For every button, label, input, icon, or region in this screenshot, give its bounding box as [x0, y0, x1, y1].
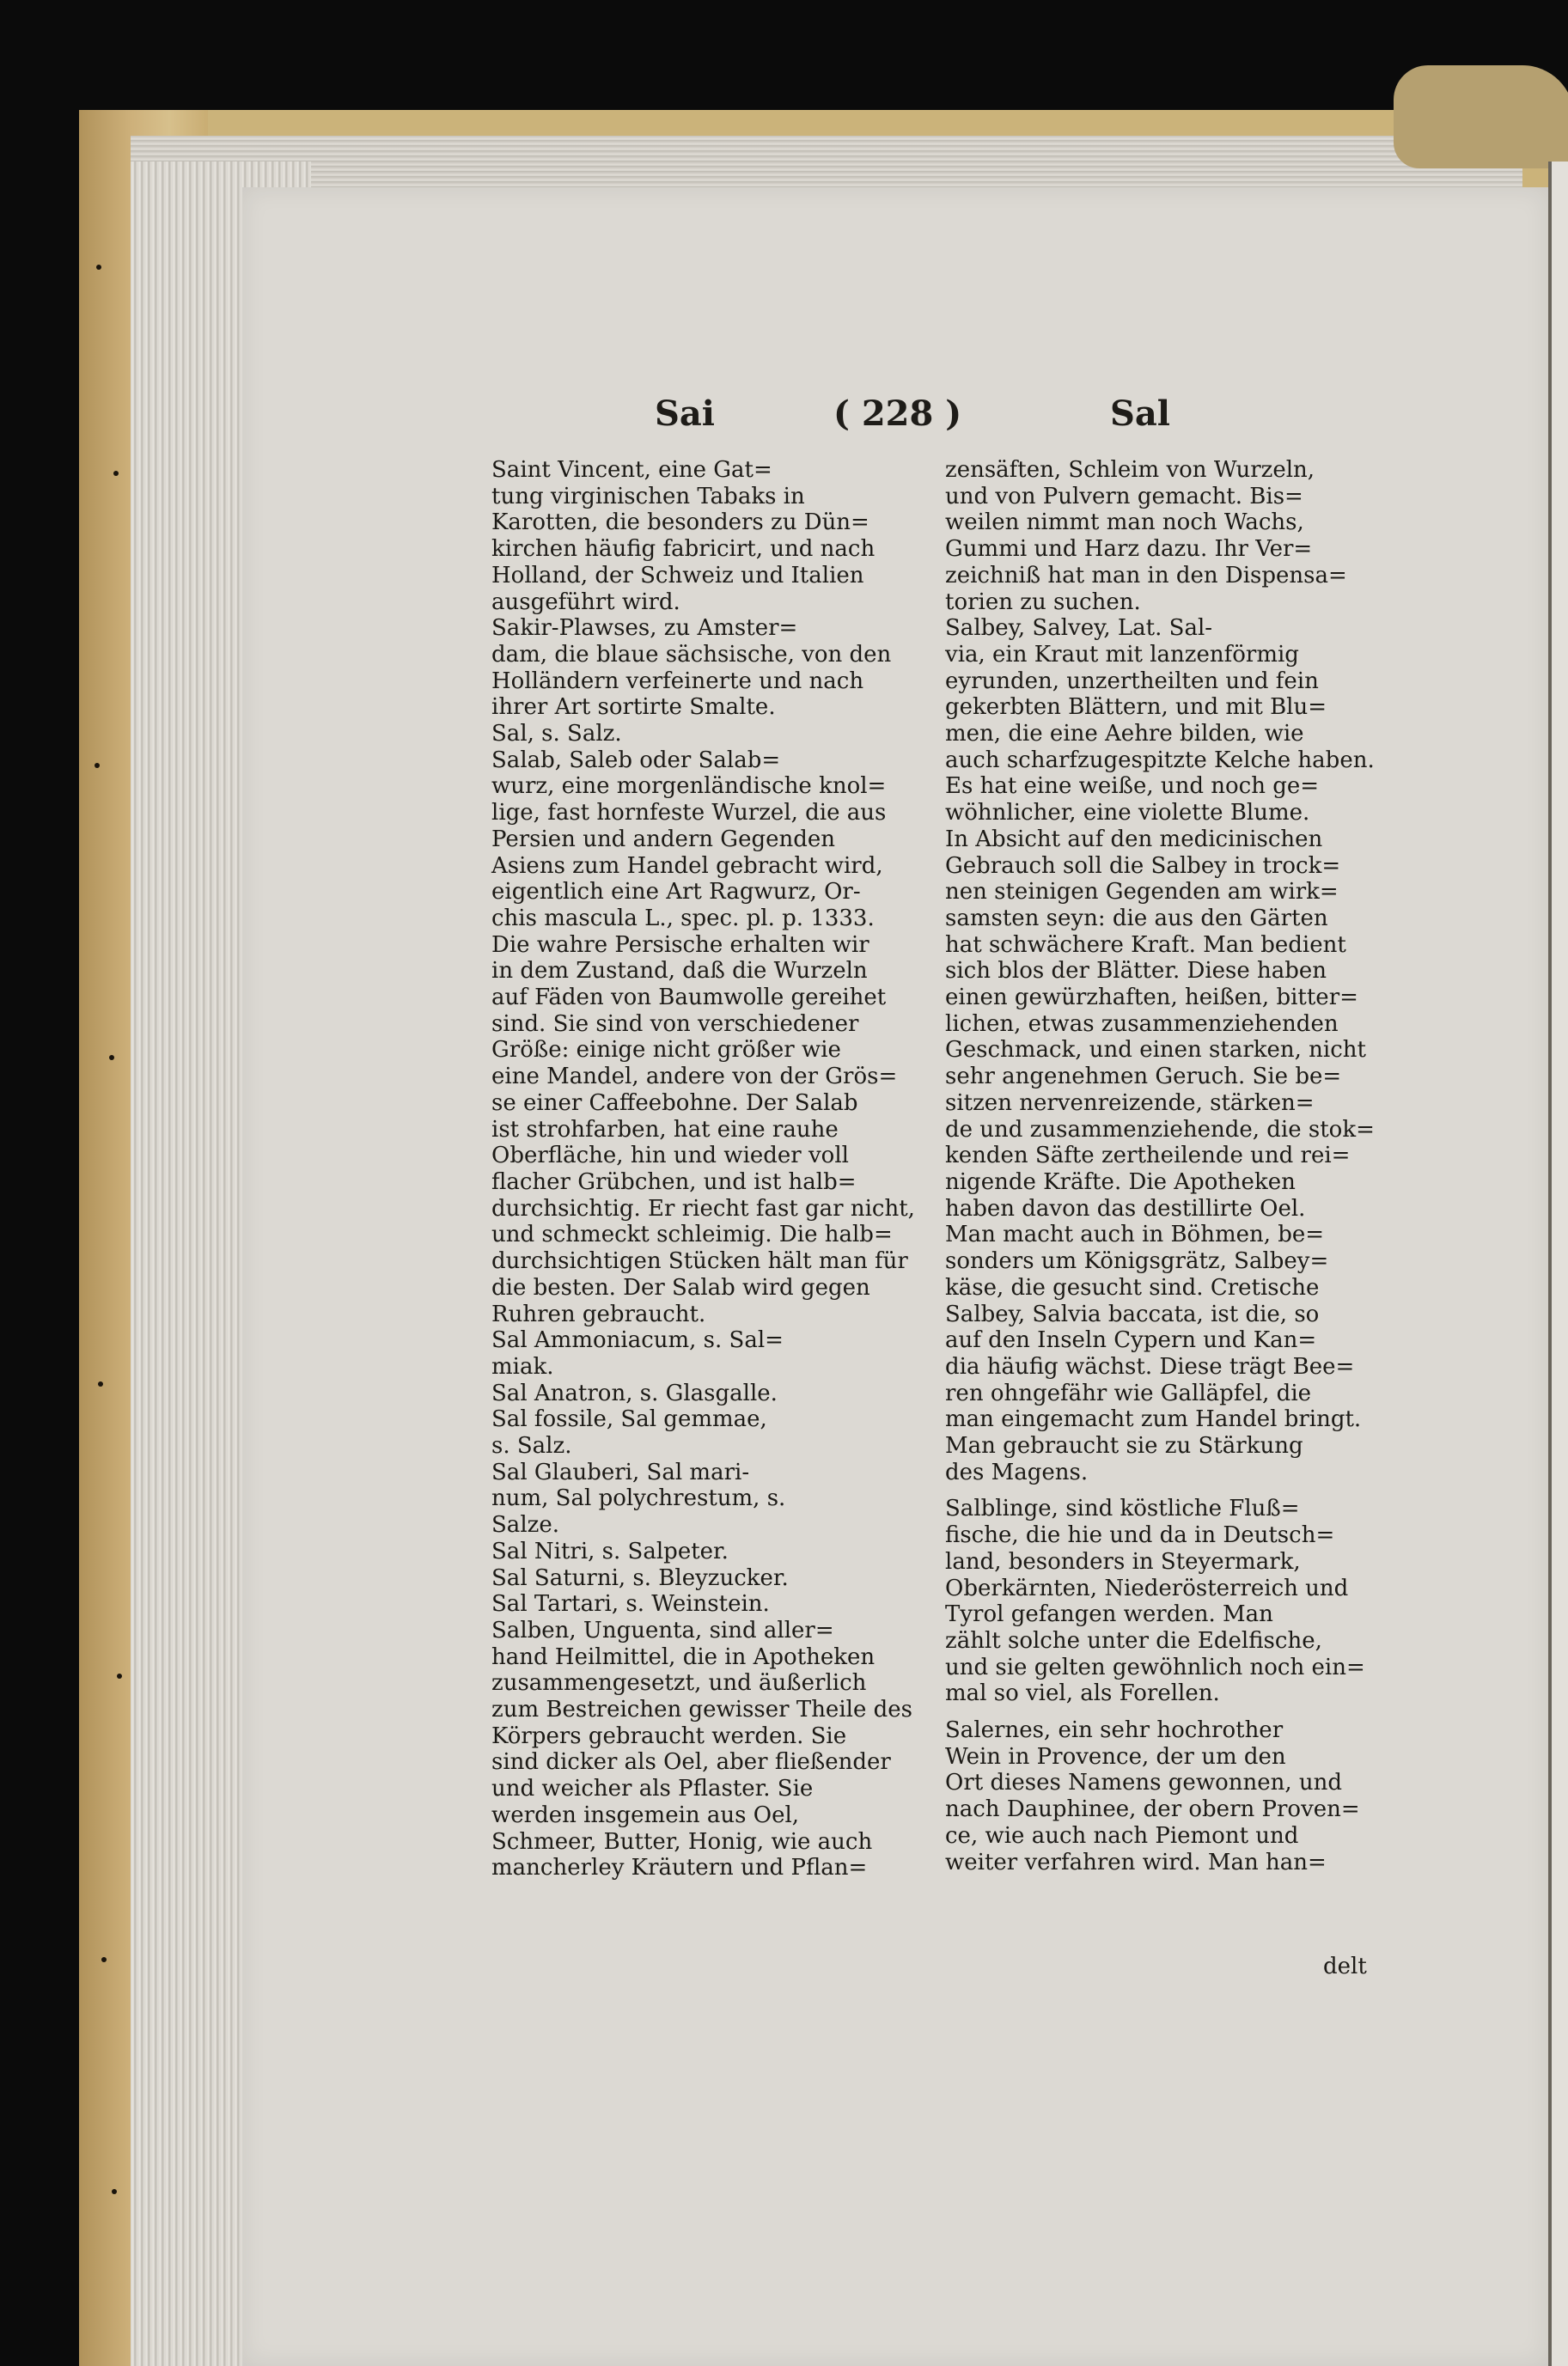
text-line: dia häufig wächst. Diese trägt Bee= — [945, 1353, 1355, 1380]
page-edges-top — [131, 136, 1522, 187]
text-line: auch scharfzugespitzte Kelche haben. — [945, 747, 1375, 773]
text-line: Salblinge, sind köstliche Fluß= — [945, 1496, 1300, 1522]
running-head-left: Sai — [655, 393, 715, 434]
text-line: sehr angenehmen Geruch. Sie be= — [945, 1064, 1342, 1090]
text-line: eyrunden, unzertheilten und fein — [945, 668, 1319, 694]
text-line: auf den Inseln Cypern und Kan= — [945, 1327, 1317, 1354]
text-line: s. Salz. — [491, 1433, 572, 1460]
text-line: via, ein Kraut mit lanzenförmig — [945, 641, 1299, 668]
facing-page-edge — [1548, 162, 1568, 2366]
text-line: miak. — [491, 1353, 554, 1380]
text-line: land, besonders in Steyermark, — [945, 1548, 1301, 1575]
text-line: de und zusammenziehende, die stok= — [945, 1116, 1375, 1143]
text-line: lichen, etwas zusammenziehenden — [945, 1010, 1339, 1037]
text-line: zensäften, Schleim von Wurzeln, — [945, 457, 1315, 483]
text-line: se einer Caffeebohne. Der Salab — [491, 1089, 858, 1116]
text-line: zählt solche unter die Edelfische, — [945, 1627, 1322, 1654]
text-line: mal so viel, als Forellen. — [945, 1680, 1220, 1707]
text-line: zusammengesetzt, und äußerlich — [491, 1670, 867, 1697]
text-line: ren ohngefähr wie Galläpfel, die — [945, 1380, 1312, 1406]
text-line: kirchen häufig fabricirt, und nach — [491, 536, 876, 563]
text-line: Sal Anatron, s. Glasgalle. — [491, 1380, 778, 1406]
text-line: Karotten, die besonders zu Dün= — [491, 509, 869, 536]
text-line: Salernes, ein sehr hochrother — [945, 1717, 1284, 1744]
text-line: chis mascula L., spec. pl. p. 1333. — [491, 905, 875, 931]
text-line: Sal Ammoniacum, s. Sal= — [491, 1327, 784, 1354]
text-line: Saint Vincent, eine Gat= — [491, 457, 772, 483]
text-line: Man gebraucht sie zu Stärkung — [945, 1433, 1303, 1460]
text-line: Sakir-Plawses, zu Amster= — [491, 615, 798, 642]
text-line: sonders um Königsgrätz, Salbey= — [945, 1248, 1329, 1275]
text-line: Oberkärnten, Niederösterreich und — [945, 1575, 1349, 1601]
text-line: tung virginischen Tabaks in — [491, 483, 805, 509]
text-line: und weicher als Pflaster. Sie — [491, 1776, 814, 1802]
text-line: Sal fossile, Sal gemmae, — [491, 1406, 767, 1433]
text-line: Gebrauch soll die Salbey in trock= — [945, 852, 1341, 879]
text-line: werden insgemein aus Oel, — [491, 1802, 800, 1828]
text-line: nigende Kräfte. Die Apotheken — [945, 1168, 1296, 1195]
text-line: lige, fast hornfeste Wurzel, die aus — [491, 800, 887, 826]
text-line: eigentlich eine Art Ragwurz, Or- — [491, 879, 861, 906]
binding-fragment — [1394, 65, 1568, 168]
text-line: dam, die blaue sächsische, von den — [491, 641, 892, 668]
text-line: Geschmack, und einen starken, nicht — [945, 1037, 1367, 1064]
text-line: Asiens zum Handel gebracht wird, — [491, 852, 883, 879]
text-line: die besten. Der Salab wird gegen — [491, 1274, 870, 1301]
text-line: ausgeführt wird. — [491, 588, 680, 615]
text-line: In Absicht auf den medicinischen — [945, 826, 1323, 852]
text-line: haben davon das destillirte Oel. — [945, 1195, 1306, 1222]
text-line: eine Mandel, andere von der Grös= — [491, 1064, 898, 1090]
text-line: und schmeckt schleimig. Die halb= — [491, 1222, 893, 1248]
text-line: samsten seyn: die aus den Gärten — [945, 905, 1328, 931]
text-line: Ruhren gebraucht. — [491, 1301, 706, 1327]
text-line: sich blos der Blätter. Diese haben — [945, 958, 1327, 985]
text-line: wöhnlicher, eine violette Blume. — [945, 800, 1310, 826]
text-line: Sal Nitri, s. Salpeter. — [491, 1538, 729, 1564]
text-line: und von Pulvern gemacht. Bis= — [945, 483, 1303, 509]
text-line: sind. Sie sind von verschiedener — [491, 1010, 859, 1037]
right-text-column — [945, 457, 1385, 1875]
text-line: Persien und andern Gegenden — [491, 826, 836, 852]
text-line: torien zu suchen. — [945, 588, 1141, 615]
text-line: Salben, Unguenta, sind aller= — [491, 1617, 834, 1643]
text-line: auf Fäden von Baumwolle gereihet — [491, 985, 887, 1011]
text-line: Größe: einige nicht größer wie — [491, 1037, 841, 1064]
text-line: des Magens. — [945, 1459, 1089, 1485]
text-line: nen steinigen Gegenden am wirk= — [945, 879, 1339, 906]
text-line: num, Sal polychrestum, s. — [491, 1485, 786, 1512]
text-line: sitzen nervenreizende, stärken= — [945, 1089, 1315, 1116]
text-line: Oberfläche, hin und wieder voll — [491, 1143, 849, 1169]
text-line: ihrer Art sortirte Smalte. — [491, 694, 776, 721]
text-line: Es hat eine weiße, und noch ge= — [945, 773, 1320, 800]
text-line: durchsichtig. Er riecht fast gar nicht, — [491, 1195, 915, 1222]
text-line: kenden Säfte zertheilende und rei= — [945, 1143, 1351, 1169]
text-line: Sal, s. Salz. — [491, 721, 622, 747]
text-line: weiter verfahren wird. Man han= — [945, 1849, 1327, 1875]
text-line: zeichniß hat man in den Dispensa= — [945, 562, 1347, 588]
text-line: fische, die hie und da in Deutsch= — [945, 1522, 1335, 1549]
page-number: ( 228 ) — [833, 393, 962, 434]
text-line: Holländern verfeinerte und nach — [491, 668, 864, 694]
left-text-column — [491, 457, 925, 1881]
text-line: Salze. — [491, 1512, 559, 1539]
text-line: Salbey, Salvia baccata, ist die, so — [945, 1301, 1320, 1327]
text-line: Salbey, Salvey, Lat. Sal- — [945, 615, 1213, 642]
text-line: Holland, der Schweiz und Italien — [491, 562, 864, 588]
text-line: Sal Saturni, s. Bleyzucker. — [491, 1564, 789, 1591]
text-line: nach Dauphinee, der obern Proven= — [945, 1796, 1360, 1823]
text-line: ce, wie auch nach Piemont und — [945, 1822, 1299, 1849]
text-line: sind dicker als Oel, aber fließender — [491, 1749, 891, 1776]
text-line: Schmeer, Butter, Honig, wie auch — [491, 1828, 873, 1855]
text-line: einen gewürzhaften, heißen, bitter= — [945, 985, 1358, 1011]
text-line: Sal Tartari, s. Weinstein. — [491, 1591, 770, 1618]
text-line: ist strohfarben, hat eine rauhe — [491, 1116, 839, 1143]
text-line: Salab, Saleb oder Salab= — [491, 747, 781, 773]
text-line: käse, die gesucht sind. Cretische — [945, 1274, 1320, 1301]
text-line: Ort dieses Namens gewonnen, und — [945, 1770, 1343, 1796]
text-line: Sal Glauberi, Sal mari- — [491, 1459, 750, 1485]
text-line: Man macht auch in Böhmen, be= — [945, 1222, 1325, 1248]
text-line: zum Bestreichen gewisser Theile des — [491, 1697, 912, 1723]
text-line: gekerbten Blättern, und mit Blu= — [945, 694, 1327, 721]
text-line: weilen nimmt man noch Wachs, — [945, 509, 1304, 536]
running-head-right: Sal — [1110, 393, 1170, 434]
text-line: wurz, eine morgenländische knol= — [491, 773, 887, 800]
text-line: Körpers gebraucht werden. Sie — [491, 1723, 847, 1749]
catchword: delt — [1323, 1954, 1367, 1979]
text-line: und sie gelten gewöhnlich noch ein= — [945, 1654, 1365, 1680]
text-line: durchsichtigen Stücken hält man für — [491, 1248, 908, 1275]
text-line: hand Heilmittel, die in Apotheken — [491, 1643, 876, 1670]
text-line: mancherley Kräutern und Pflan= — [491, 1855, 868, 1881]
running-head — [491, 393, 1196, 445]
text-line: man eingemacht zum Handel bringt. — [945, 1406, 1362, 1433]
text-line: men, die eine Aehre bilden, wie — [945, 721, 1304, 747]
text-line: flacher Grübchen, und ist halb= — [491, 1168, 857, 1195]
text-line: Wein in Provence, der um den — [945, 1743, 1286, 1770]
text-line: Die wahre Persische erhalten wir — [491, 931, 869, 958]
text-line: hat schwächere Kraft. Man bedient — [945, 931, 1346, 958]
text-line: Tyrol gefangen werden. Man — [945, 1601, 1273, 1628]
text-line: in dem Zustand, daß die Wurzeln — [491, 958, 868, 985]
text-line: Gummi und Harz dazu. Ihr Ver= — [945, 536, 1313, 563]
